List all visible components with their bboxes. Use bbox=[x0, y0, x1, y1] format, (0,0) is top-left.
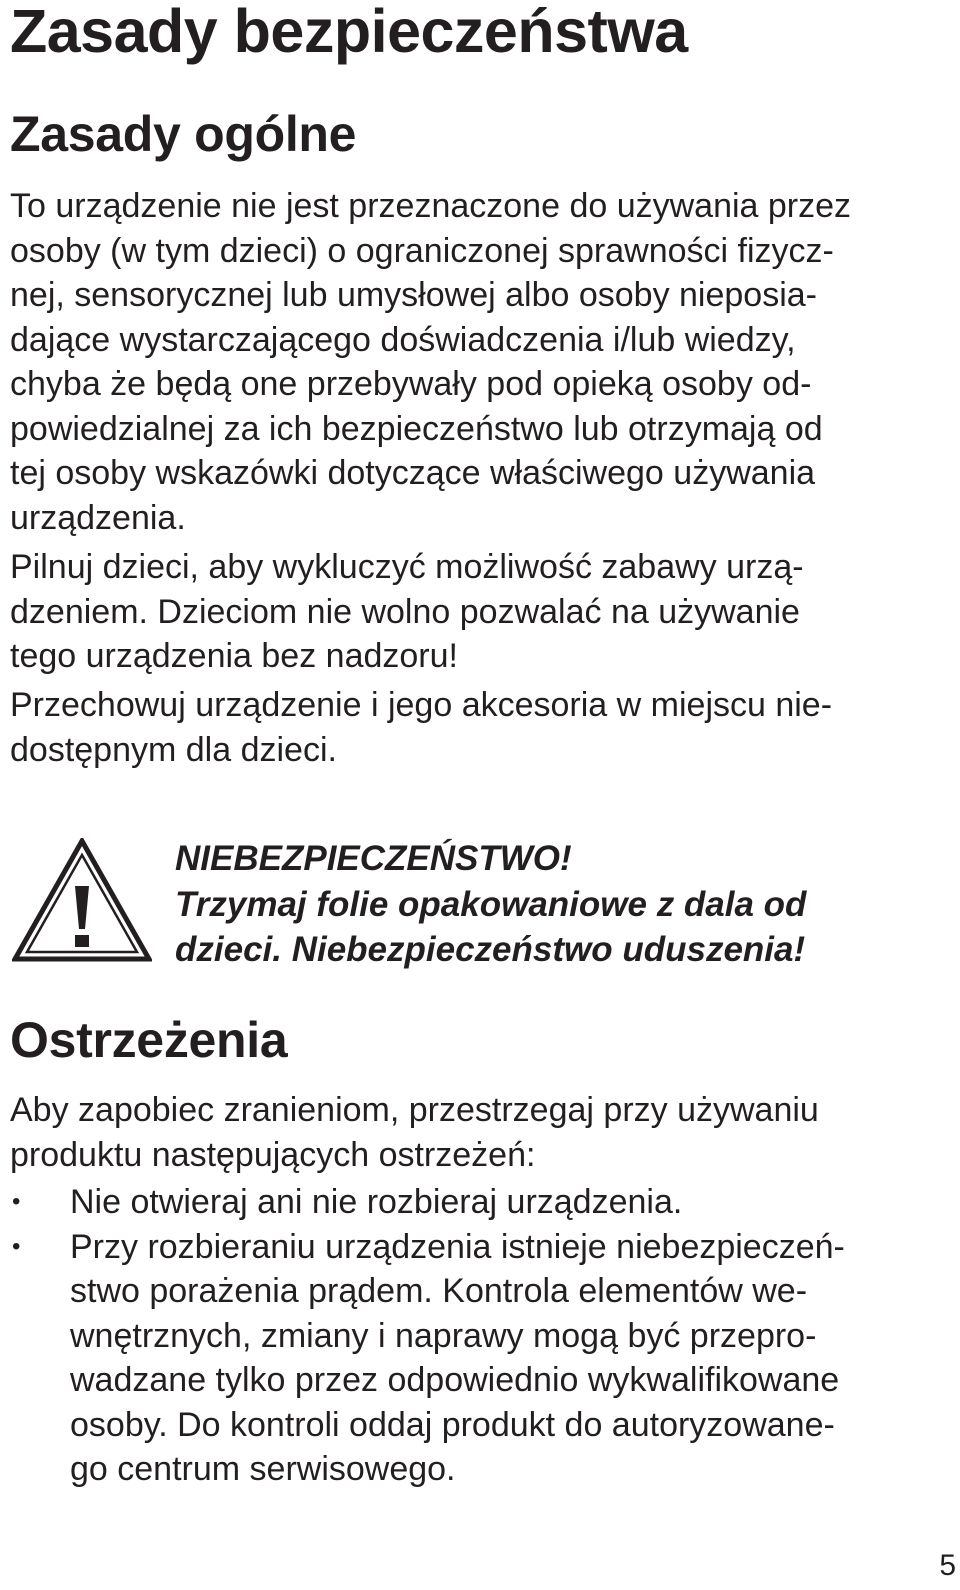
general-paragraph-3 bbox=[10, 683, 950, 772]
text-line: osoby (w tym dzieci) o ograniczonej sprawności fizycz- bbox=[10, 231, 834, 270]
text-line: nej, sensorycznej lub umysłowej albo osoby nieposia- bbox=[10, 276, 817, 314]
text-line: osoby. Do kontroli oddaj produkt do autoryzowane- bbox=[70, 1405, 835, 1444]
text-line: dzeniem. Dzieciom nie wolno pozwalać na używanie bbox=[10, 592, 800, 631]
text-line: Przy rozbieraniu urządzenia istnieje niebezpieczeń- bbox=[70, 1227, 845, 1266]
text-line: Przechowuj urządzenie i jego akcesoria w miejscu nie- bbox=[10, 686, 833, 724]
text-line: Nie otwieraj ani nie rozbieraj urządzenia. bbox=[70, 1183, 683, 1221]
text-line: dające wystarczającego doświadczenia i/lub wiedzy, bbox=[10, 320, 796, 359]
text-line: stwo porażenia prądem. Kontrola elementów we- bbox=[70, 1272, 808, 1310]
bullet-icon: • bbox=[12, 1232, 21, 1260]
bullet-icon: • bbox=[12, 1188, 21, 1215]
danger-text-line: dzieci. Niebezpieczeństwo uduszenia! bbox=[175, 930, 806, 969]
warning-triangle-icon bbox=[12, 838, 152, 962]
text-line: tej osoby wskazówki dotyczące właściwego używania bbox=[10, 454, 816, 492]
general-paragraph-2 bbox=[10, 545, 950, 679]
text-line: urządzenia. bbox=[10, 498, 186, 537]
text-line: chyba że będą one przebywały pod opieką osoby od- bbox=[10, 365, 812, 403]
section-heading-general: Zasady ogólne bbox=[10, 106, 357, 162]
list-item bbox=[10, 1180, 845, 1225]
list-item bbox=[10, 1225, 845, 1492]
text-line: wadzane tylko przez odpowiednio wykwalifikowane bbox=[70, 1361, 840, 1399]
text-line: dostępnym dla dzieci. bbox=[10, 730, 337, 769]
text-line: tego urządzenia bez nadzoru! bbox=[10, 637, 458, 675]
text-line: produktu następujących ostrzeżeń: bbox=[10, 1135, 536, 1174]
warnings-list bbox=[10, 1180, 845, 1492]
page-number: 5 bbox=[939, 1549, 956, 1582]
section-heading-warnings: Ostrzeżenia bbox=[10, 1012, 288, 1068]
text-line: go centrum serwisowego. bbox=[70, 1450, 456, 1488]
page-title: Zasady bezpieczeństwa bbox=[10, 0, 688, 65]
text-line: Aby zapobiec zranieniom, przestrzegaj przy używaniu bbox=[10, 1091, 819, 1129]
text-line: Pilnuj dzieci, aby wykluczyć możliwość zabawy urzą- bbox=[10, 548, 804, 586]
text-line: wnętrznych, zmiany i naprawy mogą być przepro- bbox=[70, 1316, 817, 1355]
general-paragraph-1 bbox=[10, 184, 950, 540]
danger-text-line: Trzymaj folie opakowaniowe z dala od bbox=[175, 884, 807, 924]
warnings-intro bbox=[10, 1088, 950, 1177]
text-line: To urządzenie nie jest przeznaczone do używania przez bbox=[10, 187, 852, 225]
text-line: powiedzialnej za ich bezpieczeństwo lub otrzymają od bbox=[10, 409, 823, 448]
danger-notice bbox=[175, 836, 806, 973]
danger-label: NIEBEZPIECZEŃSTWO! bbox=[175, 839, 572, 878]
